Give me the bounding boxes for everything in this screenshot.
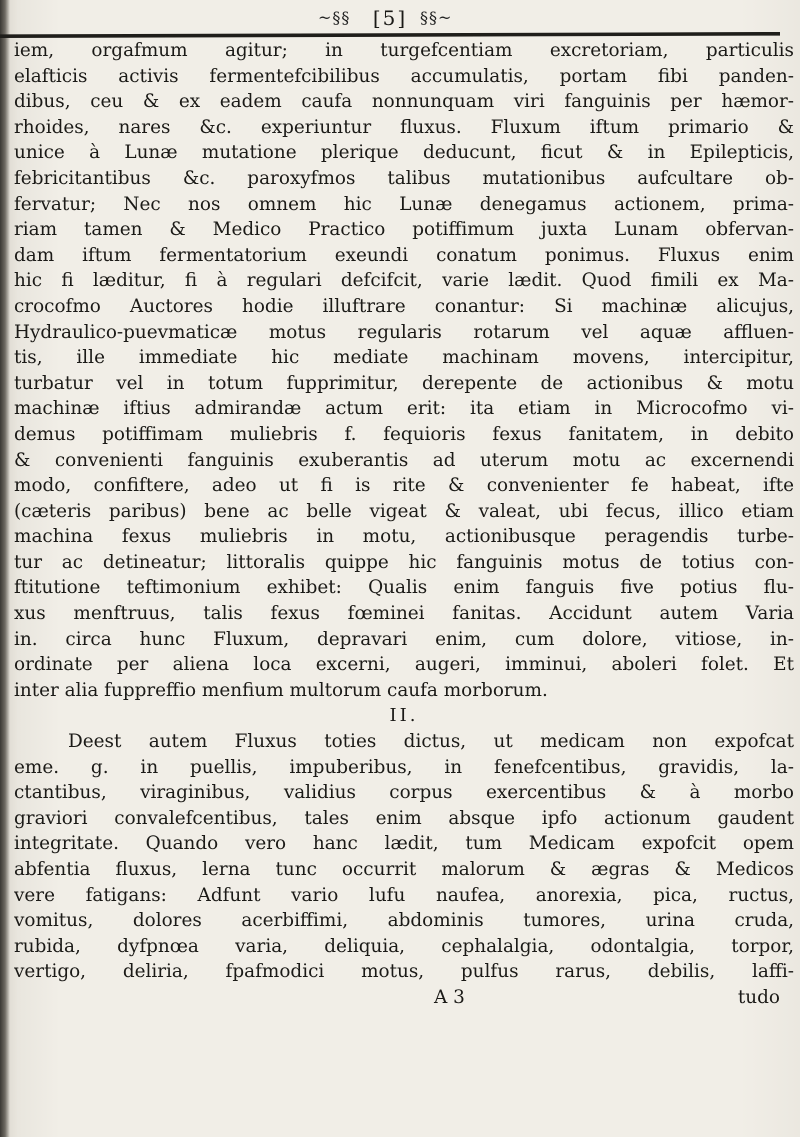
text-line: vertigo, deliria, fpafmodici motus, pulfus rarus, debilis, laffi- <box>14 961 794 983</box>
text-line: abfentia fluxus, lerna tunc occurrit malorum & ægras & Medicos <box>14 859 794 880</box>
text-line: crocofmo Auctores hodie illuftrare conantur: Si machinæ alicujus, <box>14 295 794 317</box>
text-line: tur ac detineatur; littoralis quippe hic fanguinis motus de totius con- <box>14 551 794 573</box>
text-line: xus menftruus, talis fexus fœminei fanitas. Accidunt autem Varia <box>14 603 794 625</box>
text-line: machinæ iftius admirandæ actum erit: ita etiam in Microcofmo vi- <box>14 398 794 420</box>
text-line: Deest autem Fluxus toties dictus, ut medicam non expofcat <box>68 731 794 753</box>
text-line: & convenienti fanguinis exuberantis ad uterum motu ac excernendi <box>14 449 794 471</box>
text-line: (cæteris paribus) bene ac belle vigeat & valeat, ubi fecus, illico etiam <box>14 500 794 522</box>
text-line: turbatur vel in totum fupprimitur, derepente de actionibus & motu <box>14 372 794 394</box>
text-line: vomitus, dolores acerbiffimi, abdominis tumores, urina cruda, <box>14 910 794 932</box>
header-ornament-right: §§~ <box>420 8 453 27</box>
text-line: machina fexus muliebris in motu, actionibusque peragendis turbe- <box>14 526 794 548</box>
text-line: rhoides, nares &c. experiuntur fluxus. Fluxum iftum primario & <box>14 116 794 138</box>
text-line: tis, ille immediate hic mediate machinam movens, intercipitur, <box>14 347 794 369</box>
text-line: Hydraulico-puevmaticæ motus regularis rotarum vel aquæ affluen- <box>14 321 794 343</box>
signature-line <box>14 985 794 1011</box>
paragraph-1 <box>14 38 794 703</box>
paragraph-2 <box>14 729 794 985</box>
text-line: demus potiffimam muliebris f. fequioris fexus fanitatem, in debito <box>14 423 794 445</box>
text-line: dibus, ceu & ex eadem caufa nonnunquam viri fanguinis per hæmor- <box>14 91 794 113</box>
text-line: hic fi læditur, fi à regulari defcifcit, varie lædit. Quod fimili ex Ma- <box>14 270 794 292</box>
text-line: ftitutione teftimonium exhibet: Qualis enim fanguis five potius flu- <box>14 577 794 599</box>
text-line: riam tamen & Medico Practico potiffimum juxta Lunam obfervan- <box>14 219 794 241</box>
text-line: unice à Lunæ mutatione plerique deducunt, ficut & in Epilepticis, <box>14 142 794 164</box>
text-line: febricitantibus &c. paroxyfmos talibus mutationibus aufcultare ob- <box>14 167 794 189</box>
text-line: inter alia fuppreffio menfium multorum caufa morborum. <box>14 679 548 701</box>
text-line: ctantibus, viraginibus, validius corpus exercentibus & à morbo <box>14 782 794 804</box>
text-line: integritate. Quando vero hanc lædit, tum Medicam expofcit opem <box>14 833 794 855</box>
text-line: elafticis activis fermentefcibilibus accumulatis, portam fibi panden- <box>14 65 794 87</box>
section-number: II. <box>389 705 419 727</box>
page-number: [5] <box>372 6 408 30</box>
binding-gutter <box>0 0 10 1137</box>
text-line: modo, confiftere, adeo ut fi is rite & convenienter fe habeat, ifte <box>14 475 794 497</box>
text-line: graviori convalefcentibus, tales enim absque ipfo actionum gaudent <box>14 807 794 829</box>
text-line: ordinate per aliena loca excerni, augeri, imminui, aboleri folet. Et <box>14 654 794 676</box>
text-line: vere fatigans: Adfunt vario lufu naufea, anorexia, pica, ructus, <box>14 884 794 906</box>
text-line: iem, orgafmum agitur; in turgefcentiam excretoriam, particulis <box>14 40 794 61</box>
text-line: eme. g. in puellis, impuberibus, in fenefcentibus, gravidis, la- <box>14 756 794 778</box>
catchword: tudo <box>737 986 780 1008</box>
text-line: dam iftum fermentatorium exeundi conatum ponimus. Fluxus enim <box>14 244 794 266</box>
text-line: in. circa hunc Fluxum, depravari enim, cum dolore, vitiose, in- <box>14 628 794 650</box>
header-ornament-left: ~§§ <box>318 8 351 27</box>
body-text <box>14 38 794 1011</box>
text-line: fervatur; Nec nos omnem hic Lunæ denegamus actionem, prima- <box>14 193 794 215</box>
text-line: rubida, dyfpnœa varia, deliquia, cephalalgia, odontalgia, torpor, <box>14 935 794 957</box>
signature-mark: A 3 <box>434 986 465 1008</box>
page-header <box>0 2 800 34</box>
